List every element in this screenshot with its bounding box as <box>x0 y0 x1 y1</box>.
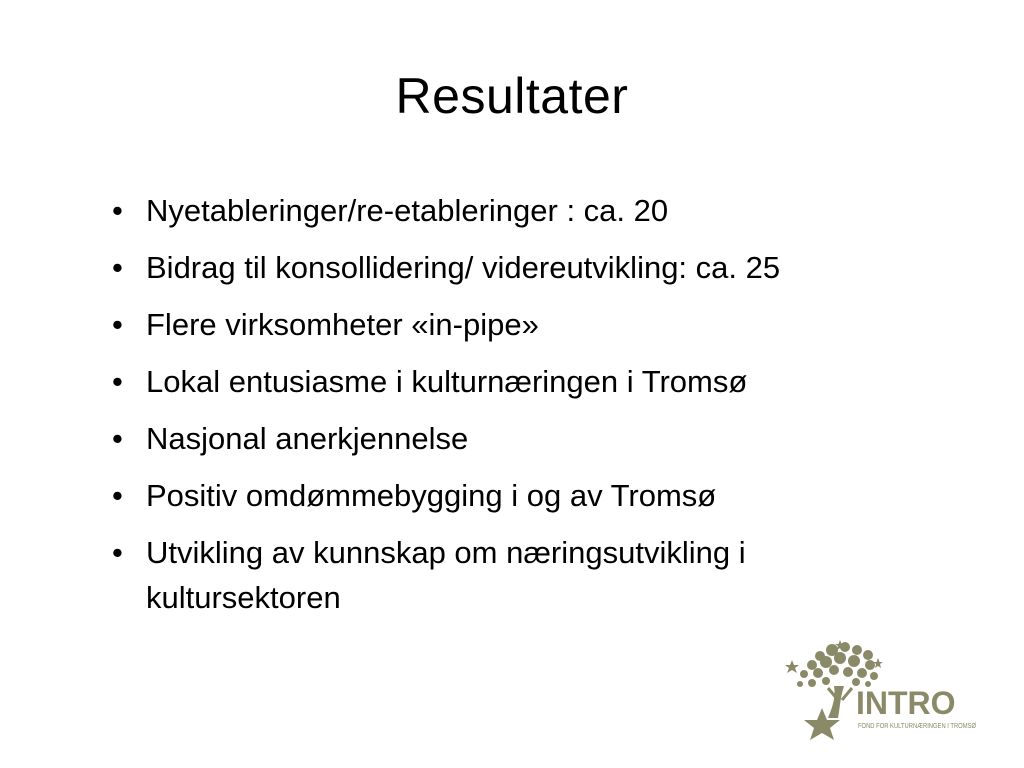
tree-canopy <box>785 640 883 687</box>
bullet-point: • <box>112 478 123 513</box>
list-item <box>112 302 932 347</box>
list-item <box>112 359 932 404</box>
star-tree-icon <box>782 638 982 743</box>
slide-title: Resultater <box>395 68 629 124</box>
list-item <box>112 245 932 290</box>
list-item <box>112 530 932 620</box>
logo-tagline: FOND FOR KULTURNÆRINGEN I TROMSØ <box>858 723 977 730</box>
list-item <box>112 416 932 461</box>
list-item <box>112 473 932 518</box>
bullet-text: Nyetableringer/re-etableringer : ca. 20 <box>146 193 669 228</box>
bullet-point: • <box>112 193 123 228</box>
bullet-point: • <box>112 250 123 285</box>
list-item <box>112 188 932 233</box>
bullet-text: Positiv omdømmebygging i og av Tromsø <box>146 478 717 513</box>
bullet-point: • <box>112 421 123 456</box>
bullet-text: Nasjonal anerkjennelse <box>146 421 469 456</box>
logo-wordmark: INTRO <box>856 685 956 721</box>
bullet-text: Bidrag til konsollidering/ videreutvikling: ca. 25 <box>146 250 781 285</box>
bullet-text: Utvikling av kunnskap om næringsutvikling i kultursektoren <box>146 535 746 615</box>
bullet-list <box>112 188 932 632</box>
bullet-point: • <box>112 535 123 570</box>
bullet-point: • <box>112 364 123 399</box>
bullet-text: Flere virksomheter «in-pipe» <box>146 307 539 342</box>
bullet-text: Lokal entusiasme i kulturnæringen i Tromsø <box>146 364 748 399</box>
bullet-point: • <box>112 307 123 342</box>
intro-logo <box>782 638 982 743</box>
